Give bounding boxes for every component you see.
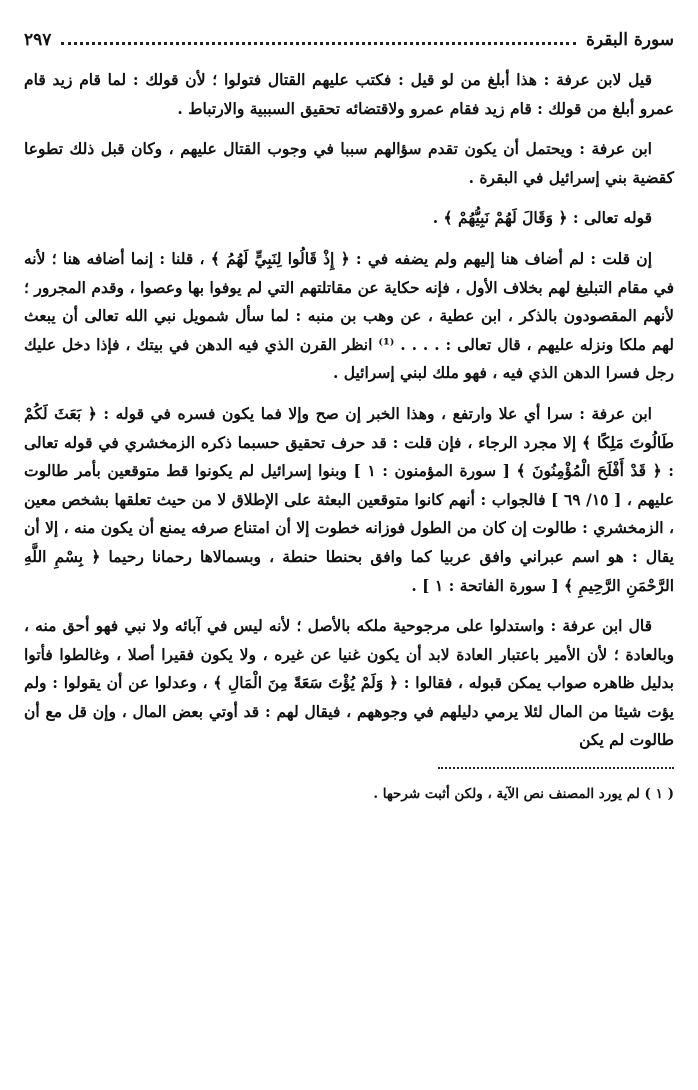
header-dotted-rule	[61, 32, 576, 45]
paragraph-1: قيل لابن عرفة : هذا أبلغ من لو قيل : فكتب عليهم القتال فتولوا ؛ لأن قولك : لما قام زيد قام عمرو أبلغ من قولك : قام زيد فقام عمرو ولاقتضائه تحقيق السببية والارتباط .	[24, 70, 674, 118]
paragraph-2: ابن عرفة : ويحتمل أن يكون تقدم سؤالهم سببا في وجوب القتال عليهم ، وكان قبل ذلك تطوعا كقضية بني إسرائيل في البقرة .	[24, 139, 674, 187]
page-number: ٢٩٧	[24, 30, 52, 50]
paragraph-4: إن قلت : لم أضاف هنا إليهم ولم يضفه في : ﴿ إِذْ قَالُوا لِنَبِيٍّ لَهُمُ ﴾ ، قلنا : إنما أضافه هنا ؛ لأنه في مقام التبليغ لهم بخلاف الأول ، فإنه حكاية عن مقاتلتهم التي لم يوفوا بها وعصوا ، وقدم المجرور ؛ لأنهم المقصودون بالذكر ، ابن عطية ، عن وهب بن منبه : لما سأل شمويل نبي الله تعالى أن يبعث لهم ملكا ونزله عليهم ، قال تعالى : . . . . ⁽¹⁾ انظر القرن الذي فيه الدهن في بيتك ، فإذا دخل عليك رجل فسرا الدهن الذي فيه ، فهو ملك لبني إسرائيل .	[24, 248, 675, 383]
footnote-separator	[438, 767, 674, 769]
paragraph-3: قوله تعالى : ﴿ وَقَالَ لَهُمْ نَبِيُّهُمْ ﴾ .	[432, 208, 652, 228]
surah-title: سورة البقرة	[586, 30, 674, 50]
book-page	[24, 30, 674, 1070]
paragraph-5: ابن عرفة : سرا أي علا وارتفع ، وهذا الخبر إن صح وإلا فما يكون فسره في قوله : ﴿ بَعَثَ لَكُمْ طَالُوتَ مَلِكًا ﴾ إلا مجرد الرجاء ، فإن قلت : قد حرف تحقيق حسبما ذكره الزمخشري في قوله تعالى : ﴿ قَدْ أَفْلَحَ الْمُؤْمِنُونَ ﴾ [ سورة المؤمنون : ١ ] وبنوا إسرائيل لم يكونوا قط متوقعين بأمر طالوت عليهم ، [ ١٥/ ٦٩ ] فالجواب : أنهم كانوا متوقعين البعثة على الإطلاق لا من حيث تعلقها بشخص معين ، الزمخشري : طالوت إن كان من الطول فوزانه خطوت إلا أن امتناع صرفه يمنع أن يكون منه ، إلا أن يقال : هو اسم عبراني وافق عربيا كما وافق بحنطا حنطة ، وبسمالاها رحمانا رحيما ﴿ بِسْمِ اللَّهِ الرَّحْمَنِ الرَّحِيمِ ﴾ [ سورة الفاتحة : ١ ] .	[24, 403, 674, 595]
footnote: ( ١ ) لم يورد المصنف نص الآية ، ولكن أثبت شرحها .	[373, 786, 674, 803]
paragraph-6: قال ابن عرفة : واستدلوا على مرجوحية ملكه بالأصل ؛ لأنه ليس في آبائه ولا نبي فهو أحق منه ، وبالعادة ؛ لأن الأمير باعتبار العادة لابد أن يكون غنيا عن غيره ، ولا يكون فقيرا أصلا ، وغالطوا فأتوا بدليل ظاهره صواب يمكن قبوله ، فقالوا : ﴿ وَلَمْ يُؤْتَ سَعَةً مِنَ الْمَالِ ﴾ ، وعدلوا عن أن يقولوا : ولم يؤت شيئا من المال لئلا يرمي دليلهم في وجوههم ، فيقال لهم : قد أوتي بعض المال ، وإن قل مع أن طالوت لم يكن	[24, 616, 674, 750]
page-header	[24, 30, 674, 56]
page-body	[24, 66, 674, 755]
